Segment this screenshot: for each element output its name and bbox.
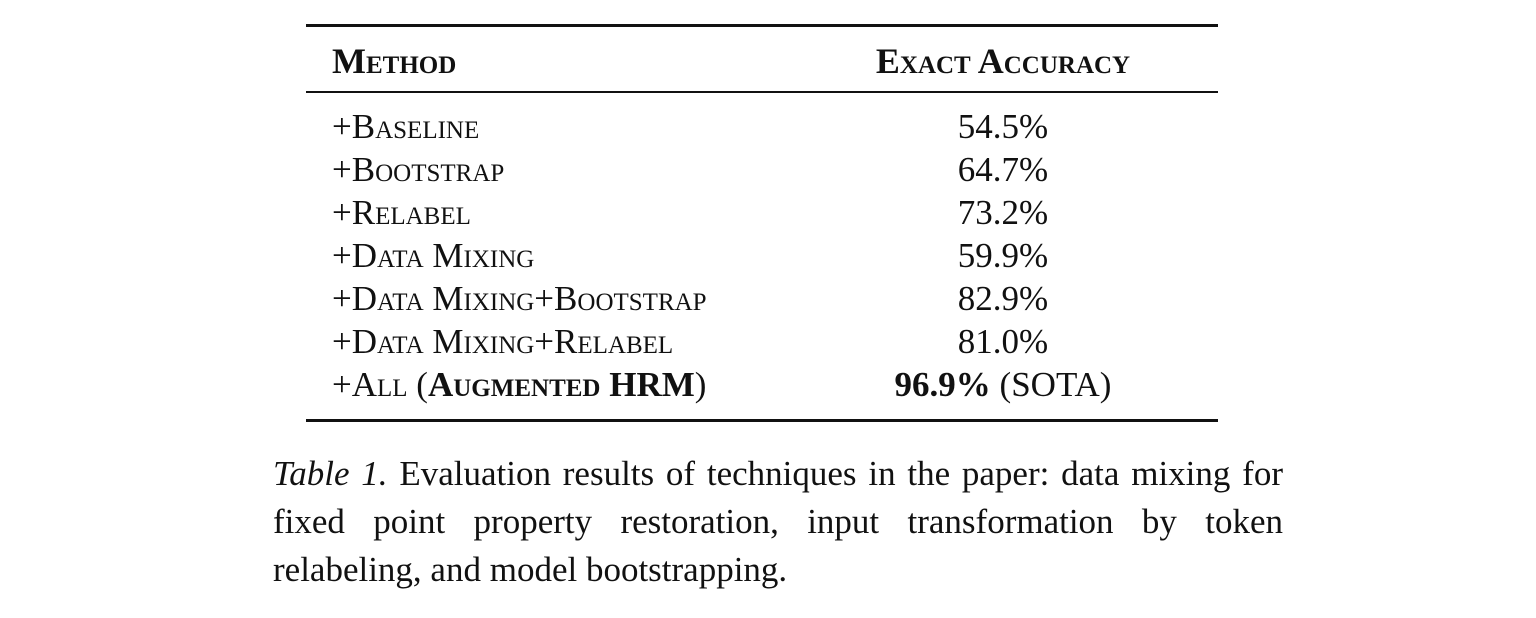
caption-text: Evaluation results of techniques in the paper: data mixing for fixed point property restoration, input transformation by token relabeling, and model bootstrapping. (273, 454, 1283, 589)
caption-label: Table 1. (273, 454, 388, 493)
row-method: +Relabel (332, 192, 471, 232)
header-accuracy: Exact Accuracy (875, 41, 1131, 81)
table-row-final (306, 363, 1218, 406)
final-method-prefix: +All ( (332, 364, 428, 404)
row-accuracy: 81.0% (957, 321, 1049, 361)
row-accuracy: 59.9% (957, 235, 1049, 275)
row-accuracy: 73.2% (957, 192, 1049, 232)
results-table (306, 24, 1218, 422)
row-method: +Baseline (332, 106, 480, 146)
table-header-row (306, 27, 1218, 91)
row-accuracy: 64.7% (957, 149, 1049, 189)
table-row (306, 320, 1218, 363)
table-body (306, 93, 1218, 419)
final-method-bold: Augmented HRM (427, 364, 695, 404)
table-caption (273, 450, 1283, 594)
table-row (306, 148, 1218, 191)
table-bottom-rule (306, 419, 1218, 422)
row-method: +Bootstrap (332, 149, 505, 189)
row-method: +Data Mixing+Bootstrap (332, 278, 707, 318)
header-method: Method (332, 41, 457, 81)
row-method: +Data Mixing+Relabel (332, 321, 674, 361)
row-accuracy-final (833, 363, 1173, 406)
row-accuracy: 82.9% (957, 278, 1049, 318)
table-row (306, 191, 1218, 234)
table-row (306, 234, 1218, 277)
final-accuracy-bold: 96.9% (894, 364, 991, 404)
row-accuracy: 54.5% (957, 106, 1049, 146)
table-row (306, 277, 1218, 320)
final-method-suffix: ) (694, 364, 707, 404)
table-row (306, 105, 1218, 148)
final-accuracy-note: (SOTA) (990, 364, 1112, 404)
row-method-final (332, 363, 706, 406)
row-method: +Data Mixing (332, 235, 535, 275)
